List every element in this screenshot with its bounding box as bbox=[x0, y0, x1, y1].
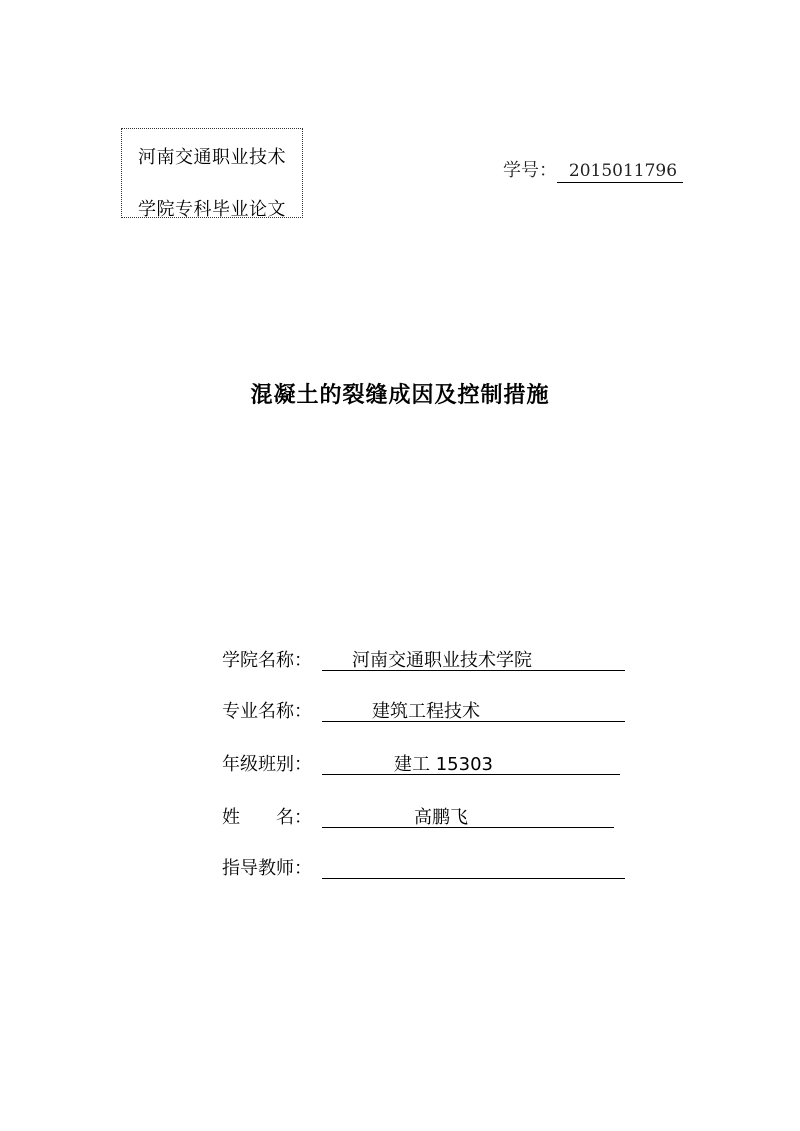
school-name-line-2: 学院专科毕业论文 bbox=[138, 199, 286, 218]
student-name-value: 高鹏飞 bbox=[414, 807, 468, 828]
major-name-label: 专业名称： bbox=[222, 701, 312, 722]
student-id-label: 学号： bbox=[503, 160, 557, 181]
college-name-label: 学院名称： bbox=[222, 650, 312, 671]
advisor-label: 指导教师： bbox=[222, 858, 312, 879]
student-id-field bbox=[503, 160, 683, 183]
thesis-title: 混凝土的裂缝成因及控制措施 bbox=[250, 383, 550, 408]
student-name-label: 姓 名： bbox=[222, 807, 312, 828]
advisor-underline bbox=[322, 878, 625, 879]
student-name-underline bbox=[322, 827, 614, 828]
class-label: 年级班别： bbox=[222, 754, 312, 775]
class-value: 建工 15303 bbox=[394, 754, 493, 775]
school-thesis-box bbox=[121, 128, 303, 218]
major-name-value: 建筑工程技术 bbox=[372, 701, 480, 722]
college-name-value: 河南交通职业技术学院 bbox=[352, 650, 532, 671]
student-id-value: 2015011796 bbox=[557, 160, 683, 183]
school-name-line-1: 河南交通职业技术 bbox=[138, 147, 286, 168]
